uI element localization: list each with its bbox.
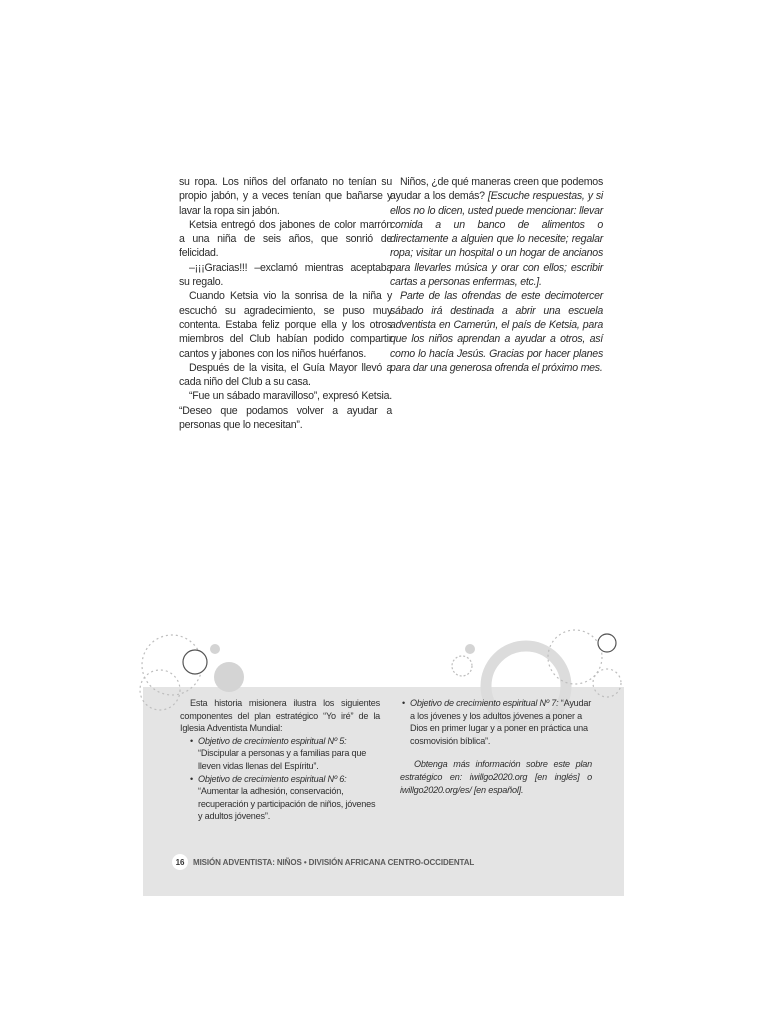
story-paragraph: Cuando Ketsia vio la sonrisa de la niña y escuchó su agradecimiento, se puso muy contenta. Estaba feliz porque ella y los otros miembros del Club habían podido compartir cantos y jabones con los niños huérfanos. <box>179 290 392 360</box>
deco-circle <box>142 635 202 695</box>
objective-item <box>180 773 380 823</box>
offering-paragraph: Parte de las ofrendas de este decimotercer sábado irá destinada a abrir una escuela adventista en Camerún, el país de Ketsia, para que los niños aprendan a ayudar a otros, así como lo hacía Jesús. Gracias por hacer planes para dar una generosa ofrenda el próximo mes. <box>390 290 603 374</box>
objective-item <box>400 697 592 747</box>
deco-circle <box>183 650 207 674</box>
story-column-left <box>179 175 392 432</box>
story-paragraph: Después de la visita, el Guía Mayor llevó a cada niño del Club a su casa. <box>179 361 392 389</box>
objective-text: “Discipular a personas y a familias para que lleven vidas llenas del Espíritu”. <box>198 748 367 771</box>
teacher-instructions: [Escuche respuestas, y si ellos no lo dicen, usted puede mencionar: llevar comida a un banco de alimentos o directamente a alguien que lo necesite; regalar ropa; visitar un hospital o un hogar de ancianos para llevarles música y orar con ellos; escribir cartas a personas enfermas, etc.]. <box>390 190 603 289</box>
box-column-right <box>400 697 592 796</box>
question-text: Niños, ¿de qué maneras creen que podemos ayudar a los demás? <box>390 176 603 203</box>
objective-item <box>180 735 380 773</box>
box-column-left <box>180 697 380 823</box>
deco-circle <box>548 630 602 684</box>
objective-label: Objetivo de crecimiento espiritual Nº 6: <box>198 773 347 784</box>
objective-text: “Aumentar la adhesión, conservación, recuperación y participación de niños, jóvenes y adultos jóvenes”. <box>198 786 376 822</box>
story-paragraph: Ketsia entregó dos jabones de color marrón a una niña de seis años, que sonrió de felicidad. <box>179 218 392 260</box>
more-info-text: Obtenga más información sobre este plan estratégico en: iwillgo2020.org [en inglés] o iwillgo2020.org/es/ [en español]. <box>400 759 592 795</box>
story-paragraph: –¡¡¡Gracias!!! –exclamó mientras aceptaba su regalo. <box>179 261 392 289</box>
bullet: • <box>190 735 193 746</box>
footer-title: MISIÓN ADVENTISTA: NIÑOS • DIVISIÓN AFRICANA CENTRO-OCCIDENTAL <box>193 857 475 867</box>
deco-circle <box>465 644 475 654</box>
story-paragraph: “Fue un sábado maravilloso”, expresó Ketsia. “Deseo que podamos volver a ayudar a personas que lo necesitan”. <box>179 390 392 432</box>
objective-text: “Ayudar a los jóvenes y los adultos jóvenes a poner a Dios en primer lugar y a poner en práctica una cosmovisión bíblica”. <box>410 698 592 746</box>
bullet: • <box>402 698 405 708</box>
box-intro: Esta historia misionera ilustra los siguientes componentes del plan estratégico “Yo iré” de la Iglesia Adventista Mundial: <box>180 698 380 734</box>
page-footer <box>172 854 474 870</box>
objective-label: Objetivo de crecimiento espiritual Nº 5: <box>198 735 347 746</box>
page-number: 16 <box>172 854 188 870</box>
story-column-right <box>390 175 603 375</box>
bullet: • <box>190 773 193 784</box>
story-paragraph: su ropa. Los niños del orfanato no tenían su propio jabón, y a veces tenían que bañarse y lavar la ropa sin jabón. <box>179 176 392 217</box>
objective-label: Objetivo de crecimiento espiritual Nº 7: <box>410 698 559 708</box>
deco-circle <box>598 634 616 652</box>
question-paragraph <box>390 175 603 289</box>
deco-circle <box>452 656 472 676</box>
deco-circle <box>210 644 220 654</box>
